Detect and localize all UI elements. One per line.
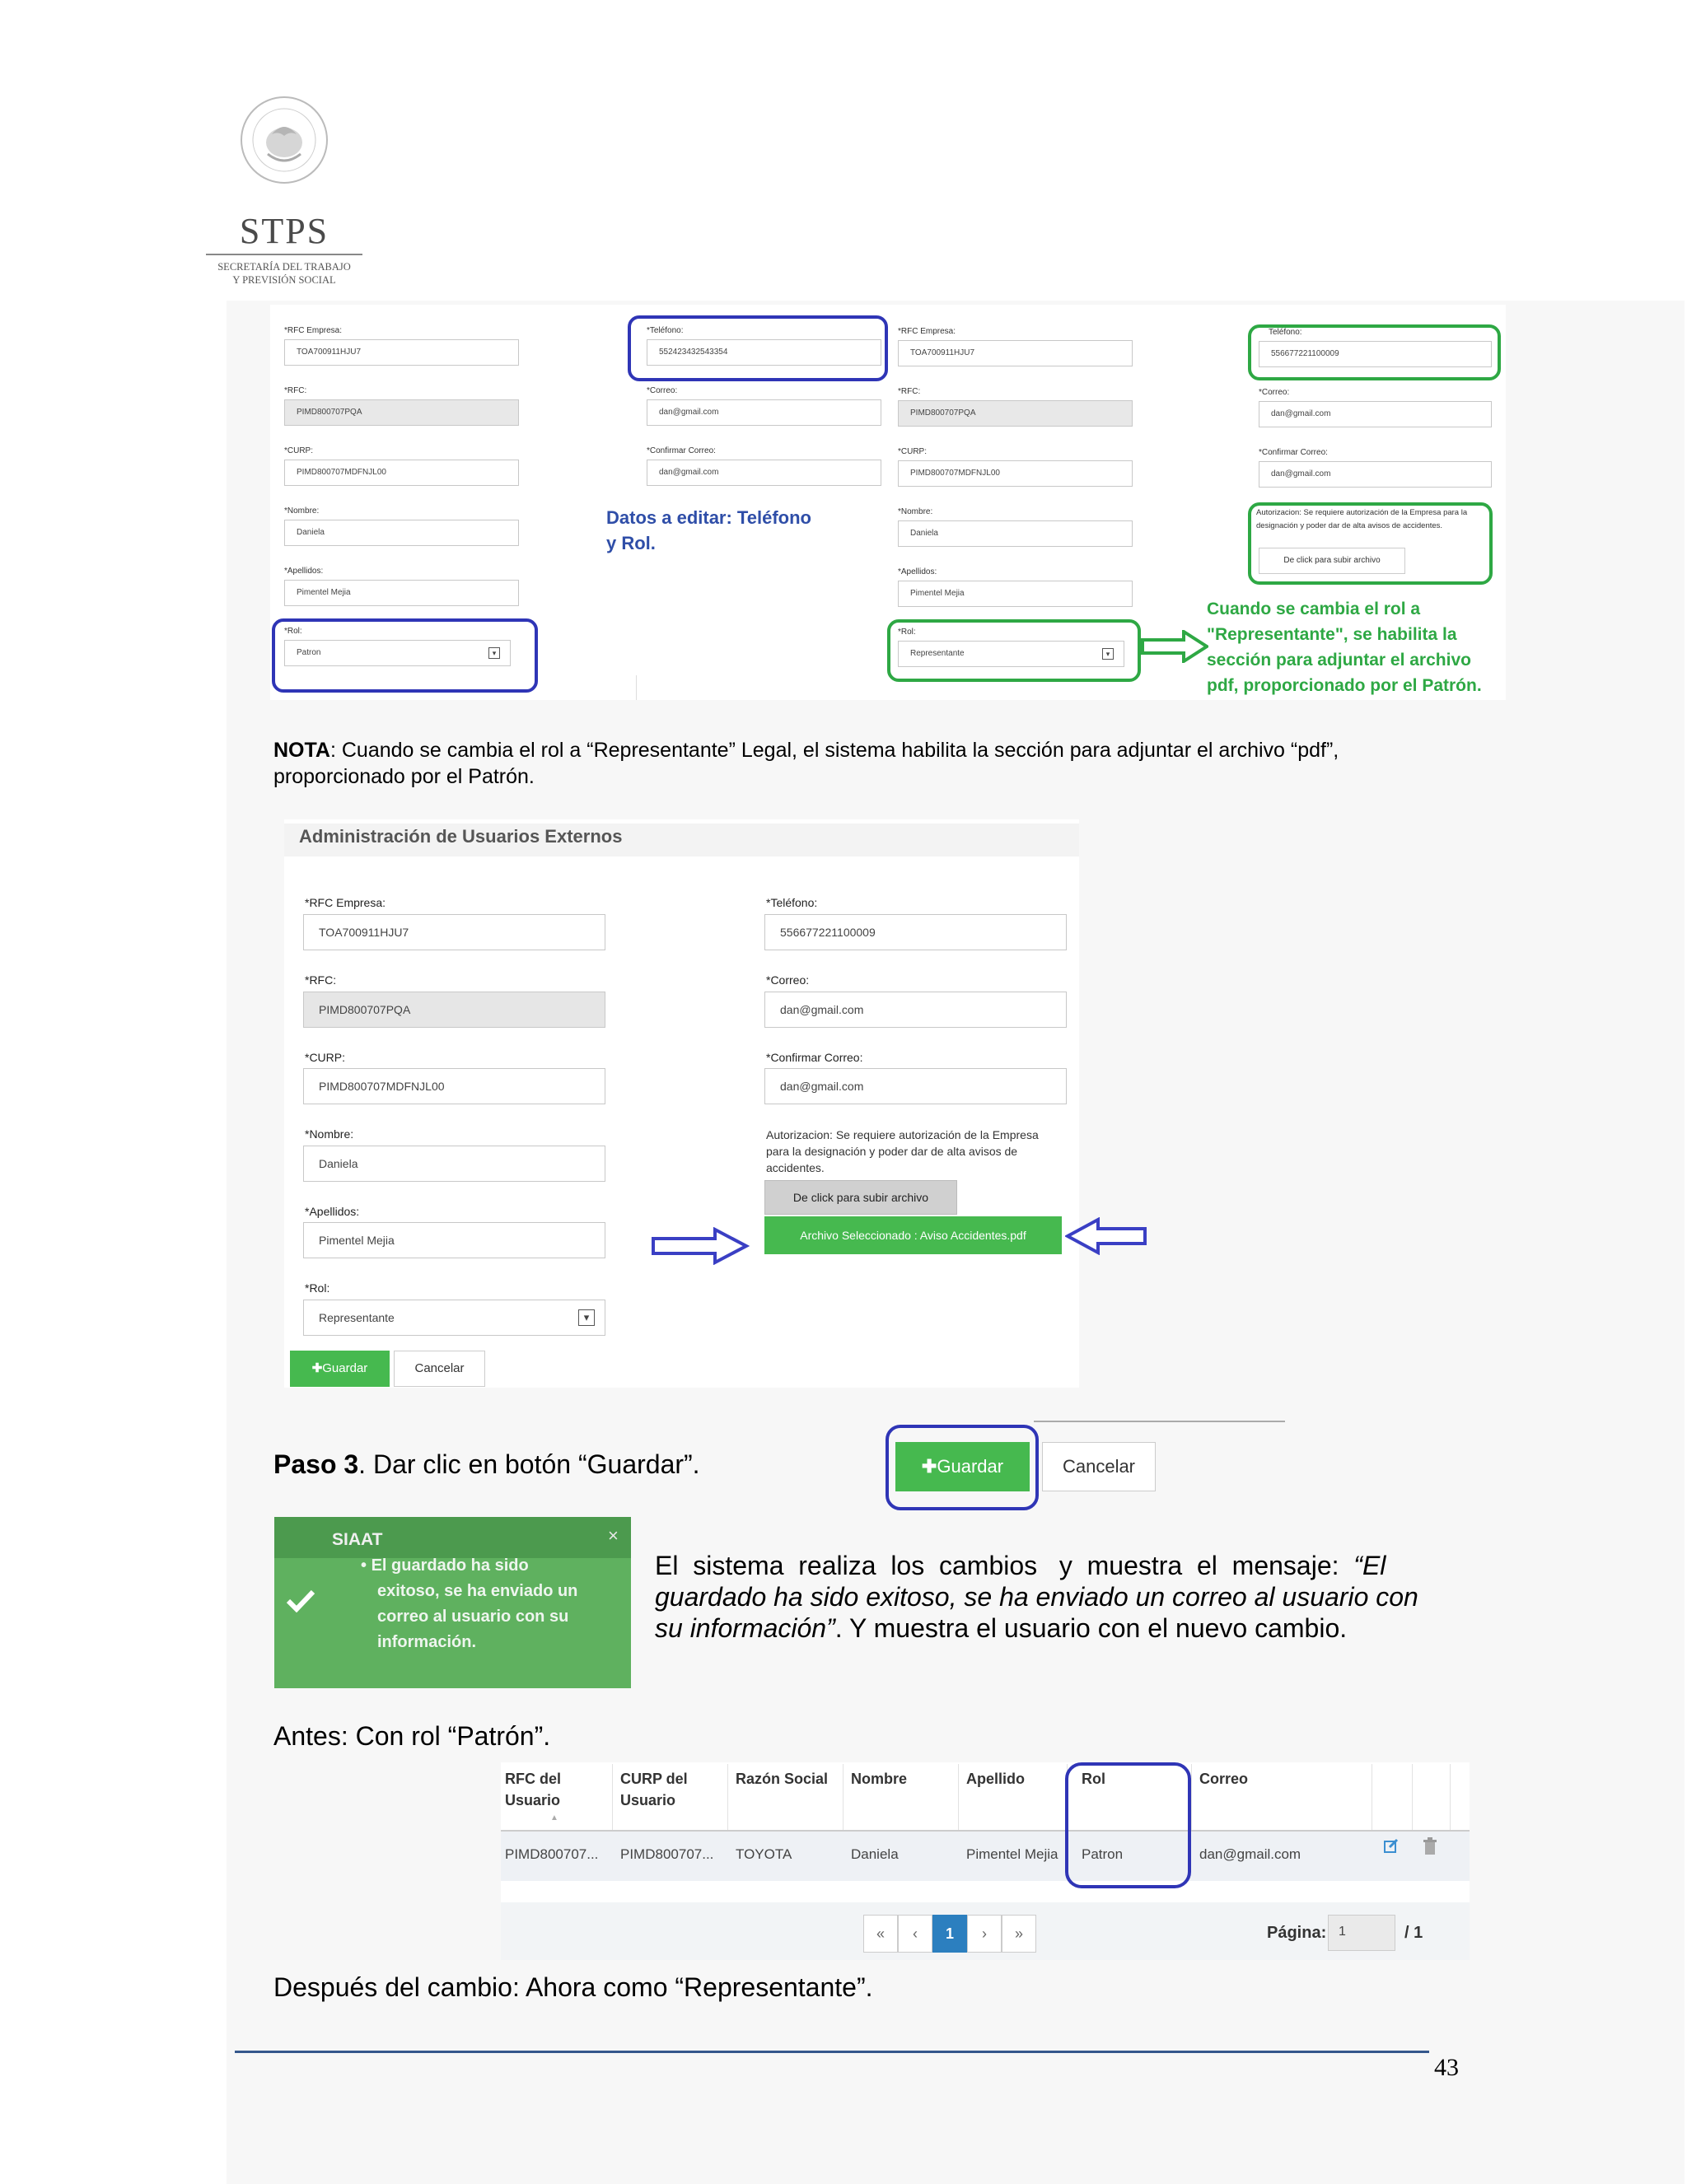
cell-correo: dan@gmail.com xyxy=(1199,1846,1301,1862)
correo-field[interactable]: dan@gmail.com xyxy=(647,399,881,426)
cell-nombre: Daniela xyxy=(851,1846,899,1862)
field-label: *Confirmar Correo: xyxy=(766,1051,863,1064)
correo-input[interactable]: dan@gmail.com xyxy=(764,992,1067,1028)
nombre-input[interactable]: Daniela xyxy=(303,1146,605,1182)
sort-up-icon[interactable]: ▲ xyxy=(550,1813,558,1822)
cell-curp: PIMD800707... xyxy=(620,1846,714,1862)
page-top xyxy=(227,0,1687,301)
apellidos-field[interactable]: Pimentel Mejia xyxy=(898,581,1133,607)
confirmar-correo-field[interactable]: dan@gmail.com xyxy=(1259,461,1492,488)
apellidos-field[interactable]: Pimentel Mejia xyxy=(284,580,519,606)
cell-rol: Patron xyxy=(1082,1846,1124,1862)
divider xyxy=(843,1764,844,1830)
divider xyxy=(612,1764,613,1830)
result-paragraph: El sistema realiza los cambios y muestra el mensaje: “El guardado ha sido exitoso, se ha enviado un correo al usuario con su información”. Y muestra el usuario con el nuevo cambio. xyxy=(655,1551,1418,1643)
apellidos-input[interactable]: Pimentel Mejia xyxy=(303,1222,605,1258)
despues-text: Después del cambio: Ahora como “Representante”. xyxy=(273,1972,873,2002)
subir-archivo-button[interactable]: De click para subir archivo xyxy=(1259,548,1405,574)
cancelar-button-large[interactable]: Cancelar xyxy=(1042,1442,1156,1491)
field-label: *Nombre: xyxy=(284,506,320,516)
page-total: / 1 xyxy=(1404,1924,1423,1942)
rol-select[interactable] xyxy=(303,1300,605,1336)
field-label: *RFC Empresa: xyxy=(284,326,343,335)
field-label: *RFC Empresa: xyxy=(898,327,956,336)
antes-text: Antes: Con rol “Patrón”. xyxy=(273,1721,551,1751)
pagination-next[interactable]: › xyxy=(967,1915,1002,1953)
rol-select-value: Representante xyxy=(910,649,965,658)
divider xyxy=(1450,1764,1451,1830)
pagination-first[interactable]: « xyxy=(863,1915,898,1953)
toast-header xyxy=(274,1517,631,1558)
column-header-apellido[interactable]: Apellido xyxy=(966,1771,1025,1787)
left-arrow-icon xyxy=(1065,1217,1147,1255)
column-header-correo[interactable]: Correo xyxy=(1199,1771,1249,1787)
field-label: *CURP: xyxy=(284,446,314,455)
subir-archivo-button[interactable]: De click para subir archivo xyxy=(764,1180,957,1215)
divider xyxy=(958,1764,959,1830)
field-label: *RFC: xyxy=(284,386,307,395)
telefono-field[interactable]: 552423432543354 xyxy=(647,339,881,366)
field-label: *Apellidos: xyxy=(898,567,937,576)
divider xyxy=(636,675,637,700)
cell-razon-social: TOYOTA xyxy=(736,1846,792,1862)
field-label: *Correo: xyxy=(647,386,678,395)
guardar-button-large[interactable]: ✚Guardar xyxy=(895,1442,1030,1491)
field-label: *RFC Empresa: xyxy=(305,896,386,909)
highlight-autorizacion xyxy=(1248,502,1493,585)
nota-paragraph: NOTA: Cuando se cambia el rol a “Representante” Legal, el sistema habilita la sección para adjuntar el archivo “pdf”, proporcionado por el Patrón. xyxy=(273,739,1339,788)
mexican-seal-logo xyxy=(239,95,329,185)
telefono-input[interactable]: 556677221100009 xyxy=(764,914,1067,950)
chevron-down-icon[interactable]: ▾ xyxy=(578,1309,595,1326)
chevron-down-icon[interactable]: ▾ xyxy=(1102,648,1114,660)
guardar-button[interactable]: ✚Guardar xyxy=(290,1351,390,1387)
column-header-curp[interactable]: CURP del Usuario xyxy=(620,1771,688,1808)
cancelar-button[interactable]: Cancelar xyxy=(394,1351,485,1387)
column-header-razon-social[interactable]: Razón Social xyxy=(736,1771,829,1787)
stps-logo-subtitle: SECRETARÍA DEL TRABAJO Y PREVISIÓN SOCIAL xyxy=(217,261,351,286)
nombre-field[interactable]: Daniela xyxy=(284,520,519,546)
highlight-guardar xyxy=(886,1425,1039,1510)
column-header-rfc[interactable]: RFC del Usuario xyxy=(505,1771,562,1808)
field-label: *RFC: xyxy=(305,973,337,987)
field-label: *Rol: xyxy=(305,1281,330,1295)
autorizacion-text: Autorizacion: Se requiere autorización de la Empresa para la designación y poder dar de alta avisos de accidentes. xyxy=(766,1128,1039,1174)
pagination-last[interactable]: » xyxy=(1002,1915,1036,1953)
rfc-empresa-field[interactable]: TOA700911HJU7 xyxy=(898,340,1133,366)
field-label: *Confirmar Correo: xyxy=(1259,448,1328,457)
logo-divider xyxy=(206,254,362,255)
curp-field[interactable]: PIMD800707MDFNJL00 xyxy=(284,460,519,486)
highlight-telefono xyxy=(628,315,888,381)
field-label: *Apellidos: xyxy=(305,1205,360,1218)
pagination-page-1[interactable]: 1 xyxy=(932,1915,967,1953)
divider xyxy=(501,1830,1470,1832)
divider xyxy=(727,1764,728,1830)
column-header-nombre[interactable]: Nombre xyxy=(851,1771,908,1787)
rfc-empresa-input[interactable]: TOA700911HJU7 xyxy=(303,914,605,950)
success-toast xyxy=(274,1517,631,1688)
right-arrow-icon xyxy=(651,1227,750,1265)
field-label: *Correo: xyxy=(1259,388,1290,397)
field-label: *Confirmar Correo: xyxy=(647,446,716,455)
field-label: *Rol: xyxy=(898,628,916,637)
page-margin xyxy=(0,0,227,2184)
field-label: *Correo: xyxy=(766,973,810,987)
close-icon[interactable]: × xyxy=(608,1525,619,1546)
telefono-field[interactable]: 556677221100009 xyxy=(1259,341,1492,367)
curp-input[interactable]: PIMD800707MDFNJL00 xyxy=(303,1068,605,1104)
confirmar-correo-field[interactable]: dan@gmail.com xyxy=(647,460,881,486)
rfc-field: PIMD800707PQA xyxy=(898,400,1133,427)
field-label: *Nombre: xyxy=(305,1127,354,1141)
annotation-datos-editar: Datos a editar: Teléfono y Rol. xyxy=(606,507,811,553)
column-header-rol[interactable]: Rol xyxy=(1082,1771,1105,1787)
footer-rule xyxy=(235,2051,1429,2053)
field-label: Teléfono: xyxy=(1269,328,1302,337)
highlight-telefono xyxy=(1248,324,1501,380)
cell-apellido: Pimentel Mejia xyxy=(966,1846,1058,1862)
field-label: *Apellidos: xyxy=(284,567,324,576)
rfc-empresa-field[interactable]: TOA700911HJU7 xyxy=(284,339,519,366)
field-label: *RFC: xyxy=(898,387,921,396)
page-number-input[interactable]: 1 xyxy=(1328,1915,1395,1951)
rfc-input: PIMD800707PQA xyxy=(303,992,605,1028)
field-label: *Rol: xyxy=(284,627,302,636)
toast-message: • El guardado ha sido exitoso, se ha enviado un correo al usuario con su información. xyxy=(361,1556,578,1651)
rfc-field: PIMD800707PQA xyxy=(284,399,519,426)
stps-logo-title: STPS xyxy=(239,211,329,251)
divider xyxy=(1034,1421,1285,1422)
confirmar-correo-input[interactable]: dan@gmail.com xyxy=(764,1068,1067,1104)
nombre-field[interactable]: Daniela xyxy=(898,520,1133,547)
correo-field[interactable]: dan@gmail.com xyxy=(1259,401,1492,427)
autorizacion-text: Autorizacion: Se requiere autorización de la Empresa para la designación y poder dar de alta avisos de accidentes. xyxy=(1256,508,1468,530)
rol-select-value: Representante xyxy=(319,1311,395,1324)
annotation-green-note: Cuando se cambia el rol a "Representante", se habilita la sección para adjuntar el archivo pdf, proporcionado por el Patrón. xyxy=(1207,600,1482,695)
trash-icon[interactable] xyxy=(1423,1837,1437,1855)
right-arrow-icon xyxy=(1141,630,1208,663)
paso-3-text: Paso 3. Dar clic en botón “Guardar”. xyxy=(273,1449,700,1479)
field-label: *CURP: xyxy=(305,1051,346,1064)
toast-title: SIAAT xyxy=(332,1530,383,1549)
divider xyxy=(1412,1764,1413,1830)
highlight-rol xyxy=(272,618,538,693)
highlight-rol-column xyxy=(1065,1762,1191,1888)
rol-select-value: Patron xyxy=(297,648,321,657)
highlight-rol-representante xyxy=(887,619,1141,682)
archivo-seleccionado-badge: Archivo Seleccionado : Aviso Accidentes.pdf xyxy=(764,1216,1062,1254)
chevron-down-icon[interactable]: ▾ xyxy=(488,647,500,659)
page-number: 43 xyxy=(1434,2054,1459,2081)
pagination-prev[interactable]: ‹ xyxy=(898,1915,932,1953)
cell-rfc: PIMD800707... xyxy=(505,1846,599,1862)
checkmark-icon xyxy=(286,1589,315,1612)
field-label: *Teléfono: xyxy=(766,896,818,909)
curp-field[interactable]: PIMD800707MDFNJL00 xyxy=(898,460,1133,487)
divider xyxy=(1191,1764,1192,1830)
field-label: *Nombre: xyxy=(898,507,933,516)
pagina-label: Página: xyxy=(1267,1924,1327,1942)
edit-icon[interactable] xyxy=(1383,1838,1400,1855)
field-label: *CURP: xyxy=(898,447,928,456)
field-label: *Teléfono: xyxy=(647,326,684,335)
admin-page-title: Administración de Usuarios Externos xyxy=(299,826,623,847)
